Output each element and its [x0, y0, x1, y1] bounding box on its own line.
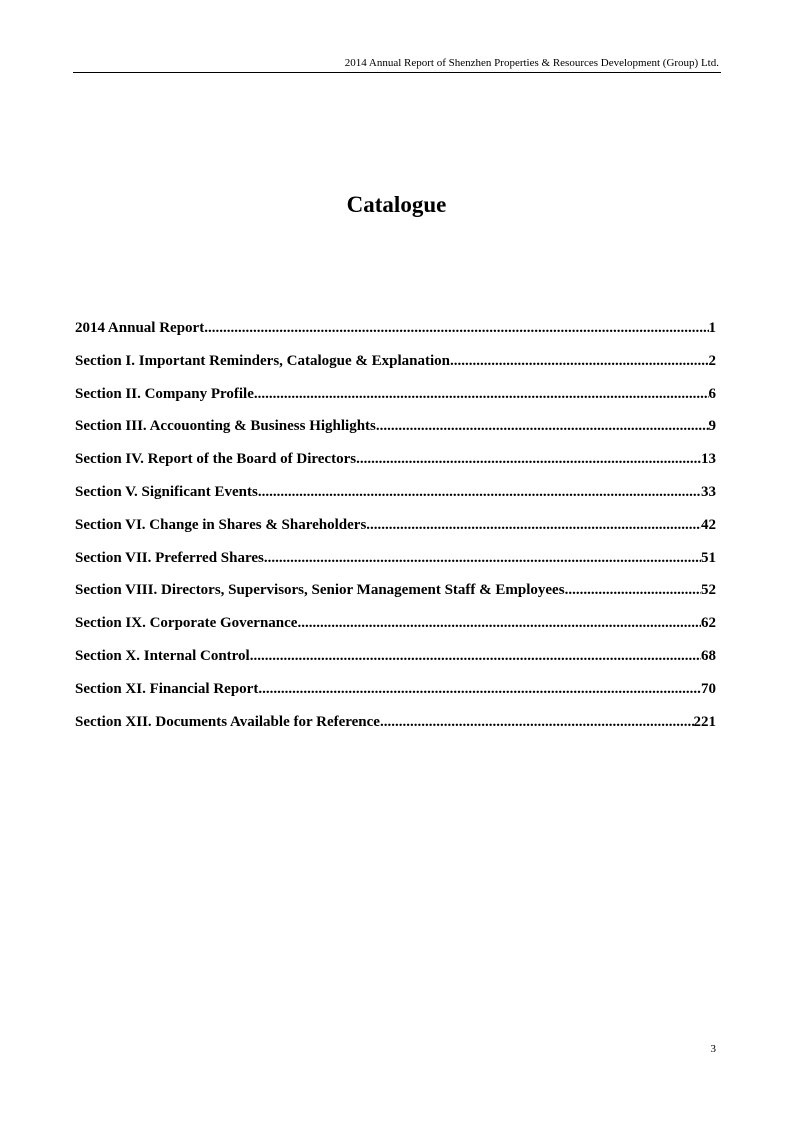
- toc-dot-leader: [356, 450, 701, 469]
- toc-dot-leader: [204, 319, 708, 338]
- toc-entry-label: Section XII. Documents Available for Reference: [75, 713, 380, 730]
- page-title: Catalogue: [346, 192, 447, 217]
- toc-entry-page: 51: [701, 549, 716, 566]
- toc-entry-label: Section X. Internal Control: [75, 647, 250, 664]
- toc-dot-leader: [450, 352, 708, 371]
- toc-entry-section-6[interactable]: [75, 516, 716, 549]
- toc-dot-leader: [258, 680, 701, 699]
- toc-entry-page: 13: [701, 451, 716, 468]
- toc-entry-page: 2: [708, 352, 716, 369]
- toc-entry-section-2[interactable]: [75, 385, 716, 418]
- toc-entry-section-4[interactable]: [75, 450, 716, 483]
- toc-entry-section-8[interactable]: [75, 581, 716, 614]
- header-rule: [73, 72, 721, 73]
- toc-entry-section-11[interactable]: [75, 680, 716, 713]
- toc-entry-label: Section II. Company Profile: [75, 385, 254, 402]
- toc-entry-page: 6: [708, 385, 716, 402]
- toc-dot-leader: [254, 385, 709, 404]
- toc-entry-section-1[interactable]: [75, 352, 716, 385]
- toc-entry-label: Section VI. Change in Shares & Shareholders: [75, 516, 367, 533]
- toc-entry-page: 42: [701, 516, 716, 533]
- toc-entry-annual-report[interactable]: [75, 319, 716, 352]
- toc-entry-section-3[interactable]: [75, 417, 716, 450]
- toc-entry-label: Section V. Significant Events: [75, 483, 258, 500]
- toc-dot-leader: [376, 417, 709, 436]
- running-header: 2014 Annual Report of Shenzhen Properties & Resources Development (Group) Ltd.: [344, 57, 719, 69]
- toc-entry-page: 33: [701, 483, 716, 500]
- toc-dot-leader: [258, 483, 701, 502]
- toc-entry-section-10[interactable]: [75, 647, 716, 680]
- toc-dot-leader: [250, 647, 701, 666]
- toc-entry-label: Section VIII. Directors, Supervisors, Senior Management Staff & Employees: [75, 582, 565, 599]
- page-number: 3: [710, 1043, 716, 1055]
- toc-entry-page: 9: [708, 418, 716, 435]
- toc-entry-section-7[interactable]: [75, 549, 716, 582]
- toc-entry-label: Section I. Important Reminders, Catalogue & Explanation: [75, 352, 451, 369]
- toc-dot-leader: [366, 516, 701, 535]
- toc-entry-label: Section VII. Preferred Shares: [75, 549, 264, 566]
- toc-dot-leader: [380, 713, 694, 732]
- toc-entry-label: Section XI. Financial Report: [75, 680, 259, 697]
- toc-entry-page: 68: [701, 647, 716, 664]
- toc-dot-leader: [297, 614, 701, 633]
- toc-entry-section-5[interactable]: [75, 483, 716, 516]
- toc-entry-page: 1: [708, 320, 716, 336]
- toc-entry-label: Section IV. Report of the Board of Directors: [75, 451, 357, 468]
- toc-entry-page: 221: [693, 713, 716, 730]
- toc-entry-section-12[interactable]: [75, 713, 716, 746]
- toc-entry-label: Section III. Accouonting & Business Highlights: [75, 418, 376, 435]
- toc-entry-label: 2014 Annual Report: [75, 320, 205, 336]
- toc-entry-section-9[interactable]: [75, 614, 716, 647]
- toc-entry-page: 70: [701, 680, 716, 697]
- toc-entry-page: 52: [701, 582, 716, 599]
- toc-dot-leader: [565, 581, 701, 600]
- toc-dot-leader: [264, 549, 701, 568]
- toc-entry-page: 62: [701, 615, 716, 632]
- toc-entry-label: Section IX. Corporate Governance: [75, 615, 298, 632]
- table-of-contents: [75, 319, 716, 745]
